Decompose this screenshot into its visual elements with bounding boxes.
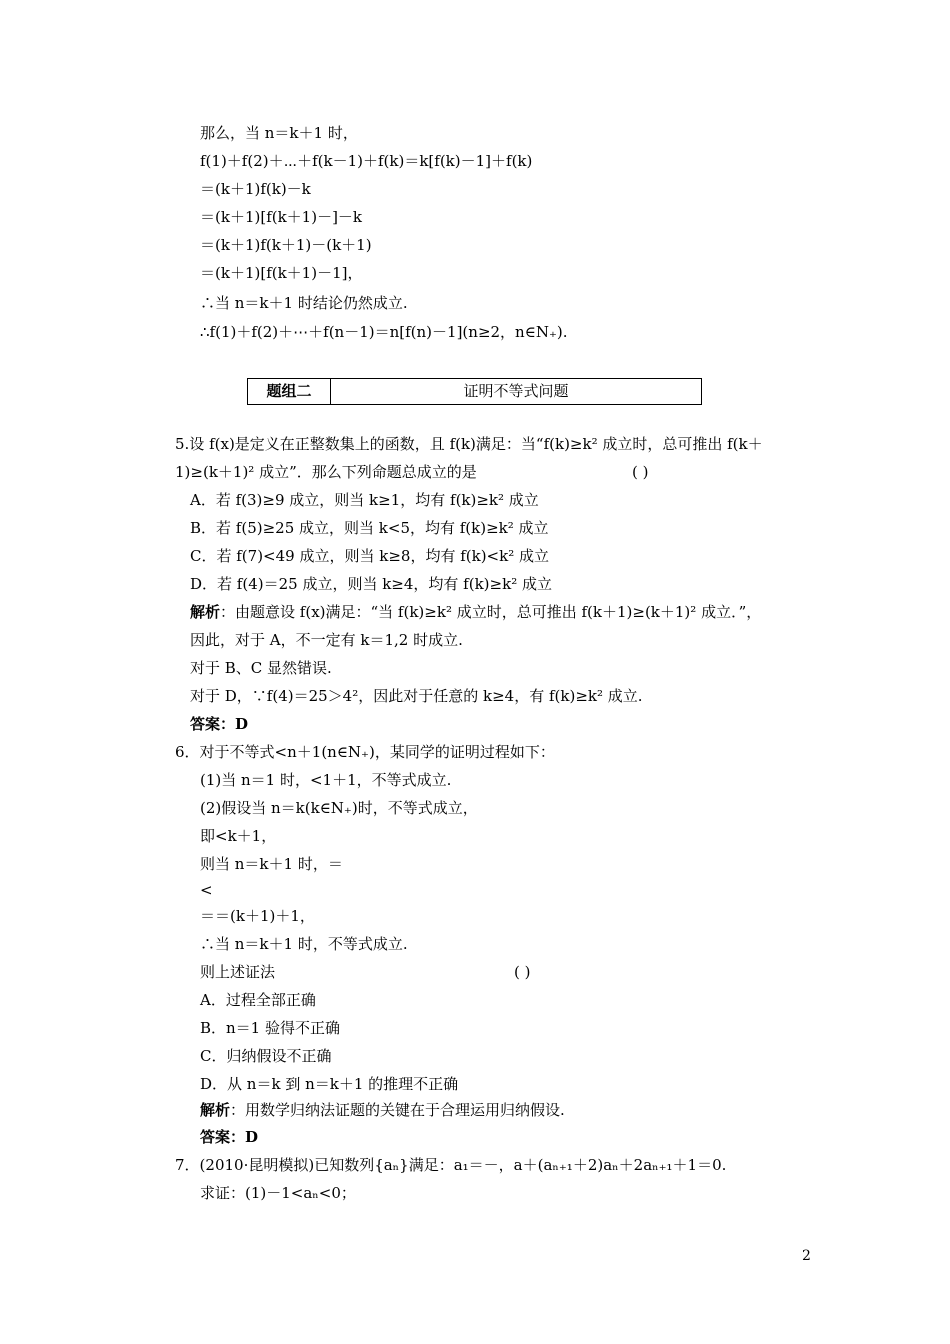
q6-analysis-text: ：用数学归纳法证题的关键在于合理运用归纳假设.	[230, 1101, 565, 1119]
proof-line: ＝(k＋1)f(k)－k	[200, 180, 311, 198]
q6-option-d: D．从 n＝k 到 n＝k＋1 的推理不正确	[200, 1075, 459, 1093]
q6-proof-line: (1)当 n＝1 时，<1＋1，不等式成立.	[200, 771, 452, 789]
q5-option-a: A．若 f(3)≥9 成立，则当 k≥1，均有 f(k)≥k² 成立	[190, 491, 539, 509]
q6-option-c: C．归纳假设不正确	[200, 1047, 332, 1065]
q7-stem: 7．(2010·昆明模拟)已知数列{aₙ}满足：a₁＝－，a＋(aₙ₊₁＋2)aₙ＋2aₙ₊₁＋1＝0.	[175, 1156, 727, 1174]
group-label: 题组二	[248, 379, 331, 404]
q5-option-b: B．若 f(5)≥25 成立，则当 k<5，均有 f(k)≥k² 成立	[190, 519, 549, 537]
q5-analysis-line: 对于 D，∵f(4)＝25＞4²，因此对于任意的 k≥4，有 f(k)≥k² 成立.	[190, 687, 643, 705]
q6-proof-line: (2)假设当 n＝k(k∈N₊)时，不等式成立，	[200, 799, 478, 817]
proof-line: ∴f(1)＋f(2)＋⋯＋f(n－1)＝n[f(n)－1](n≥2，n∈N₊).	[200, 323, 568, 341]
q6-proof-line: <	[200, 881, 213, 899]
q5-analysis-label: 解析	[190, 603, 221, 621]
q6-stem: 6．对于不等式<n＋1(n∈N₊)，某同学的证明过程如下：	[175, 743, 555, 761]
q5-analysis-line: 因此，对于 A，不一定有 k＝1,2 时成立.	[190, 631, 463, 649]
group-table	[247, 378, 702, 405]
q6-question: 则上述证法	[200, 963, 276, 981]
q6-answer-paren: ( )	[514, 963, 531, 981]
proof-line: ∴当 n＝k＋1 时结论仍然成立.	[200, 294, 408, 312]
q5-analysis	[190, 602, 761, 622]
q6-analysis-label: 解析	[200, 1101, 231, 1119]
proof-line: ＝(k＋1)[f(k＋1)－]－k	[200, 208, 363, 226]
proof-line: 那么，当 n＝k＋1 时，	[200, 124, 358, 142]
q6-option-b: B．n＝1 验得不正确	[200, 1019, 340, 1037]
q5-stem-line1: 5.设 f(x)是定义在正整数集上的函数，且 f(k)满足：当“f(k)≥k² 成立时，总可推出 f(k＋	[175, 435, 763, 453]
q6-analysis	[200, 1100, 565, 1120]
q6-proof-line: 则当 n＝k＋1 时，＝	[200, 855, 343, 873]
q5-option-d: D．若 f(4)＝25 成立，则当 k≥4，均有 f(k)≥k² 成立	[190, 575, 552, 593]
q5-stem-line2: 1)≥(k＋1)² 成立”．那么下列命题总成立的是	[175, 463, 477, 481]
proof-line: f(1)＋f(2)＋⋯＋f(k－1)＋f(k)＝k[f(k)－1]＋f(k)	[200, 152, 533, 170]
q6-proof-line: ＝＝(k＋1)＋1，	[200, 907, 315, 925]
q5-option-c: C．若 f(7)<49 成立，则当 k≥8，均有 f(k)<k² 成立	[190, 547, 549, 565]
proof-line: ＝(k＋1)f(k＋1)－(k＋1)	[200, 236, 372, 254]
q5-analysis-text: ：由题意设 f(x)满足：“当 f(k)≥k² 成立时，总可推出 f(k＋1)≥(k＋1)² 成立．”，	[220, 603, 762, 621]
q5-answer-paren: ( )	[632, 463, 649, 481]
q6-proof-line: 即<k＋1，	[200, 827, 277, 845]
q5-answer: 答案：D	[190, 715, 249, 733]
proof-line: ＝(k＋1)[f(k＋1)－1]，	[200, 264, 363, 282]
page-number: 2	[802, 1248, 811, 1264]
group-title: 证明不等式问题	[463, 382, 569, 400]
q7-prove: 求证：(1)－1<aₙ<0；	[200, 1184, 356, 1202]
q6-option-a: A．过程全部正确	[200, 991, 316, 1009]
q6-answer: 答案：D	[200, 1128, 259, 1146]
q6-proof-line: ∴当 n＝k＋1 时，不等式成立.	[200, 935, 408, 953]
q5-analysis-line: 对于 B、C 显然错误.	[190, 659, 332, 677]
